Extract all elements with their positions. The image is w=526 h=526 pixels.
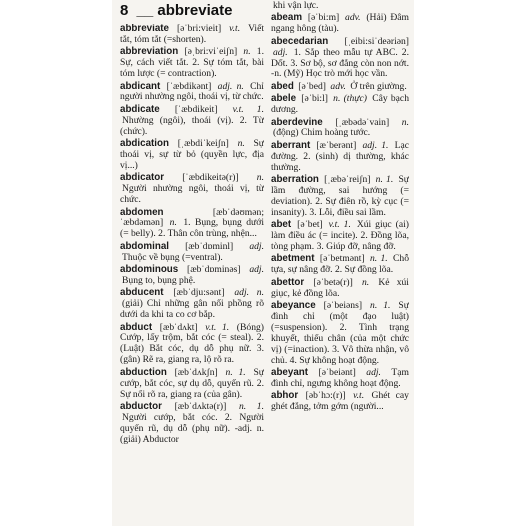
entry-headword: abductor xyxy=(120,400,162,412)
entry-definition: Ghét cay ghét đắng, tởm gớm (người... xyxy=(271,390,409,413)
entry-pronunciation: [ˌæbdiˈkeiʃn] xyxy=(177,138,229,150)
guide-word: abbreviate xyxy=(157,2,233,19)
entry-part-of-speech: n. xyxy=(243,46,251,58)
entry-part-of-speech: v.t. 1. xyxy=(205,321,230,333)
entry-definition: Thuộc về bụng (=ventral). xyxy=(122,251,223,263)
entry-part-of-speech: v.t. 1. xyxy=(232,103,264,115)
entry-pronunciation: [æˈberənt] xyxy=(316,139,357,151)
entry-definition: (giải) Chỉ những gân nối phồng rõ dưới da khi ta co cơ bắp. xyxy=(120,298,264,321)
entry-definition: khi vận lực. xyxy=(273,1,319,11)
entry-headword: abbreviation xyxy=(120,46,179,58)
entry-part-of-speech: adj. 1. xyxy=(362,139,389,151)
entry-definition: Bụng to, bụng phệ. xyxy=(122,274,196,286)
entry-headword: abdominous xyxy=(120,264,179,276)
entry-part-of-speech: n. 1. xyxy=(370,300,391,312)
entry-definition: 1. Sắp theo mẫu tự ABC. 2. Dốt. 3. Sơ bộ, sơ đẳng còn non nớt. -n. (Mỹ) Học trò mới học vần. xyxy=(271,46,409,80)
dictionary-entry xyxy=(120,82,264,104)
entry-pronunciation: [əˌbri:viˈeiʃn] xyxy=(184,46,238,58)
entry-definition: Chỗ tựa, sự nâng đỡ. 2. Sự đồng lõa. xyxy=(271,253,409,276)
dictionary-entry xyxy=(271,175,409,219)
dictionary-entry xyxy=(120,242,264,264)
entry-headword: abhor xyxy=(271,390,299,402)
entry-definition: Người cướp, bắt cóc. 2. Người quyến rũ, dụ dỗ (phụ nữ). -adj. n. (giải) Abductor xyxy=(120,411,264,445)
entry-pronunciation: [æbˈdʌkʃn] xyxy=(174,366,218,378)
entry-part-of-speech: v.t. xyxy=(229,24,241,34)
entry-pronunciation: [æbˈdʌktə(r)] xyxy=(174,400,227,412)
entry-definition: (động) Chim hoàng tước. xyxy=(273,127,371,139)
entry-definition: Kẻ xúi giục, kẻ đồng lõa. xyxy=(271,276,409,299)
entry-headword: aberration xyxy=(271,174,319,186)
entry-pronunciation: [ˌæbədəˈvain] xyxy=(335,116,390,128)
dictionary-entry xyxy=(120,24,264,46)
entry-pronunciation: [əbˈhɔ:(r)] xyxy=(305,390,346,402)
entry-headword: abduct xyxy=(120,321,153,333)
entry-headword: abed xyxy=(271,80,294,92)
entry-part-of-speech: n. xyxy=(256,172,264,184)
entry-headword: abdication xyxy=(120,138,169,150)
dictionary-entry xyxy=(120,323,264,367)
entry-headword: abdominal xyxy=(120,240,169,252)
dictionary-entry xyxy=(120,402,264,446)
entry-pronunciation: [əˈbi:m] xyxy=(307,12,340,24)
entry-definition: Ở trên giường. xyxy=(350,80,407,92)
entry-part-of-speech: adj. n. xyxy=(217,80,244,92)
entry-headword: abet xyxy=(271,219,292,231)
entry-part-of-speech: adj. xyxy=(366,367,381,378)
dictionary-entry xyxy=(271,220,409,253)
entry-pronunciation: [əˈbeiənt] xyxy=(318,367,356,378)
column-gutter xyxy=(265,0,266,526)
entry-part-of-speech: v.t. xyxy=(353,390,365,402)
entry-pronunciation: [ˈæbdikeitə(r)] xyxy=(182,172,239,184)
entry-definition: Sự thoái vị, sự từ bỏ (quyền lực, địa vị...) xyxy=(120,138,264,171)
dictionary-entry xyxy=(120,265,264,287)
entry-definition: Lạc đường. 2. (sinh) dị thường, khác thường. xyxy=(271,139,409,173)
entry-part-of-speech: n. 1. xyxy=(225,366,246,378)
entry-part-of-speech: n. xyxy=(361,276,370,288)
entry-part-of-speech: adv. xyxy=(330,80,346,92)
entry-pronunciation: [əˈbeiəns] xyxy=(323,300,363,312)
entry-pronunciation: [æbˈdju:sənt] xyxy=(173,287,225,299)
dictionary-entry xyxy=(271,37,409,81)
dictionary-entry xyxy=(271,254,409,276)
entry-definition: 1. Bụng, bụng dưới (= belly). 2. Thân côn trùng, nhện... xyxy=(120,217,264,240)
entry-definition: Tạm đình chỉ, ngưng không hoạt động. xyxy=(271,367,409,389)
dictionary-entry xyxy=(120,288,264,321)
entry-pronunciation: [æbˈdʌkt] xyxy=(159,321,198,333)
dictionary-entry xyxy=(271,82,409,93)
dictionary-entry xyxy=(271,141,409,174)
entry-definition: Cây bạch dương. xyxy=(271,93,409,116)
entry-definition: (Bóng) Cướp, lấy trộm, bắt cóc (= steal). 2. (Luật) Bắt cóc, dụ dỗ phụ nữ. 3. (gân) Rẽ ra, giang ra, lộ rõ ra. xyxy=(120,321,264,366)
dictionary-entry xyxy=(120,139,264,172)
entry-pronunciation: [ˌeibi:siˈdeəriən] xyxy=(344,35,409,47)
entry-part-of-speech: adv. xyxy=(345,12,361,24)
entry-pronunciation: [əˈbri:vieit] xyxy=(176,24,222,34)
entry-pronunciation: [əˈbi:l] xyxy=(301,93,328,105)
entry-part-of-speech: n. xyxy=(169,217,177,229)
dictionary-entry xyxy=(271,278,409,300)
entry-pronunciation: [ˈæbdikeit] xyxy=(174,103,218,115)
entry-pronunciation: [əˈbet] xyxy=(297,219,323,231)
dictionary-entry xyxy=(271,391,409,413)
dictionary-entry xyxy=(120,208,264,241)
entry-part-of-speech: adj. xyxy=(273,46,288,58)
entry-definition: Sự lầm đường, sai hướng (= deviation). 2. Sự điên rồ, kỳ cục (= insanity). 3. Lỗi, điều sai lầm. xyxy=(271,174,409,218)
entry-headword: abbreviate xyxy=(120,24,170,34)
entry-headword: abduction xyxy=(120,366,167,378)
entry-headword: aberrant xyxy=(271,139,311,151)
entry-part-of-speech: n. xyxy=(237,138,245,150)
entry-definition: Viết tắt, tóm tắt (=shorten). xyxy=(120,24,264,45)
entry-headword: abdomen xyxy=(120,206,164,218)
entry-headword: abeyant xyxy=(271,367,309,378)
entry-headword: abele xyxy=(271,93,297,105)
entry-headword: aberdevine xyxy=(271,116,323,128)
entry-headword: abdicant xyxy=(120,80,161,92)
entry-headword: abetment xyxy=(271,253,315,265)
entry-definition: Sự đình chỉ (một đạo luật) (=suspension). 2. Tình trạng khuyết, thiếu chân (của một chức vị) (=inaction). 3. Vô thừa nhận, vô chủ. 4. Sự không hoạt động. xyxy=(271,300,409,366)
entry-part-of-speech: adj. xyxy=(249,240,264,252)
entry-part-of-speech: n. 1. xyxy=(238,400,264,412)
dictionary-entry-continuation xyxy=(271,1,409,12)
entry-definition: Sự cướp, bắt cóc, sự dụ dỗ, quyến rũ. 2. Sự nổi rõ ra, giang ra (của gân). xyxy=(120,366,264,400)
dictionary-entry xyxy=(120,173,264,206)
dictionary-entry xyxy=(271,301,409,366)
dictionary-entry xyxy=(271,94,409,116)
entry-pronunciation: [ˈæbdikənt] xyxy=(166,80,212,92)
entry-headword: abdicate xyxy=(120,103,160,115)
entry-pronunciation: [əˈbetmənt] xyxy=(319,253,365,265)
dictionary-entry xyxy=(271,368,409,390)
dictionary-entry xyxy=(120,368,264,401)
page-number: 8 xyxy=(120,2,129,19)
entry-part-of-speech: adj. n. xyxy=(234,287,264,299)
dictionary-entry xyxy=(271,118,409,140)
entry-definition: Chỉ người nhường ngôi, thoái vị, từ chức. xyxy=(120,80,264,103)
entry-headword: abducent xyxy=(120,287,164,299)
dictionary-page xyxy=(112,0,414,526)
entry-part-of-speech: v.t. 1. xyxy=(328,219,351,231)
entry-definition: Xúi giục (ai) làm điều ác (= incite). 2. Đồng lõa, tòng phạm. 3. Giúp đỡ, nâng đỡ. xyxy=(271,219,409,253)
entry-pronunciation: [æbˈdɒminl] xyxy=(185,240,234,252)
entry-pronunciation: [ˌæbəˈreiʃn] xyxy=(324,174,371,186)
dictionary-entry xyxy=(271,13,409,35)
entry-definition: (Hải) Đâm ngang hông (tàu). xyxy=(271,12,409,35)
left-column xyxy=(120,24,264,526)
entry-definition: Nhường (ngôi), thoái (vị). 2. Từ (chức). xyxy=(120,114,264,137)
entry-headword: abeam xyxy=(271,12,303,24)
entry-definition: Người nhường ngôi, thoái vị, từ chức. xyxy=(120,183,264,206)
entry-headword: abettor xyxy=(271,276,305,288)
entry-pronunciation: [æbˈdəʊmən; ˈæbdəmən] xyxy=(120,206,264,229)
entry-pronunciation: [æbˈdɒminəs] xyxy=(187,264,241,276)
header-separator: __ xyxy=(136,2,154,19)
entry-headword: abdicator xyxy=(120,172,165,184)
entry-part-of-speech: adj. xyxy=(249,264,264,276)
entry-part-of-speech: n. 1. xyxy=(375,174,394,186)
entry-part-of-speech: n. 1. xyxy=(369,253,388,265)
entry-part-of-speech: n. xyxy=(401,116,409,128)
right-column xyxy=(271,1,409,526)
dictionary-entry xyxy=(120,105,264,138)
entry-pronunciation: [əˈbetə(r)] xyxy=(313,276,353,288)
entry-headword: abeyance xyxy=(271,300,316,312)
dictionary-entry xyxy=(120,47,264,80)
entry-headword: abecedarian xyxy=(271,35,329,47)
entry-pronunciation: [əˈbed] xyxy=(298,80,326,92)
entry-definition: 1. Sự, cách viết tắt. 2. Sự tóm tắt, bài tóm lược (= contraction). xyxy=(120,46,264,80)
entry-part-of-speech: n. (thực) xyxy=(333,93,367,105)
page-header xyxy=(120,2,260,24)
